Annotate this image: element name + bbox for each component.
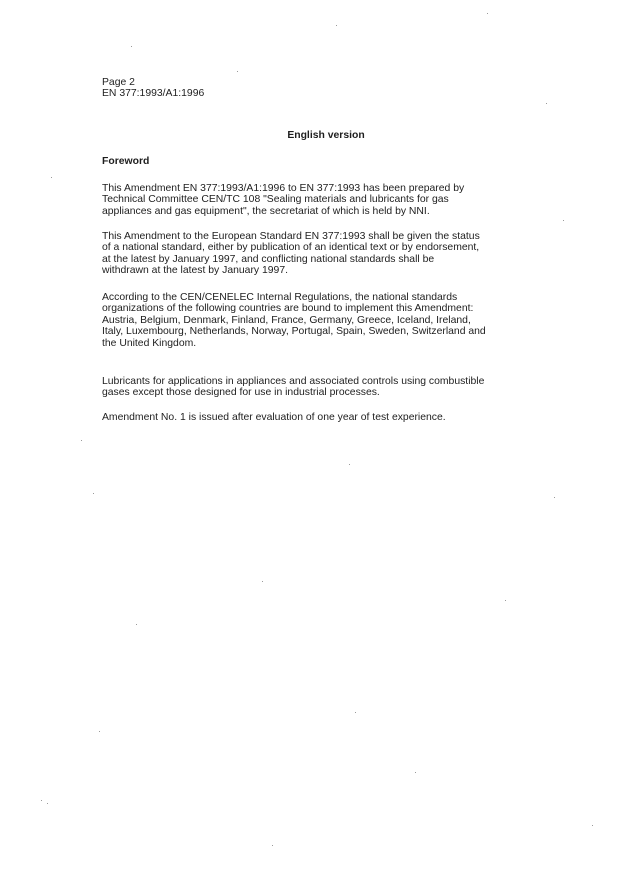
scan-speck (262, 581, 263, 582)
page-number: Page 2 (102, 77, 135, 88)
paragraph-countries (102, 292, 562, 349)
scan-speck (47, 803, 48, 804)
paragraph-line: of a national standard, either by publication of an identical text or by endorsement, (102, 242, 480, 254)
scan-speck (415, 772, 416, 773)
paragraph-preparation (102, 183, 562, 217)
scan-speck (349, 464, 350, 465)
scan-speck (336, 25, 337, 26)
scan-speck (487, 13, 488, 14)
paragraph-line: at the latest by January 1997, and conflicting national standards shall be (102, 253, 435, 265)
paragraph-line: This Amendment to the European Standard EN 377:1993 shall be given the status (102, 231, 480, 242)
scan-speck (546, 103, 547, 104)
document-reference: EN 377:1993/A1:1996 (102, 88, 205, 100)
scan-speck (272, 845, 273, 846)
scan-speck (81, 440, 82, 441)
paragraph-line: According to the CEN/CENELEC Internal Regulations, the national standards (102, 292, 458, 303)
paragraph-line: organizations of the following countries are bound to implement this Amendment: (102, 303, 474, 315)
section-heading: Foreword (102, 156, 150, 167)
paragraph-amendment-note (102, 412, 562, 423)
paragraph-line: Technical Committee CEN/TC 108 "Sealing materials and lubricants for gas (102, 194, 449, 206)
paragraph-line: This Amendment EN 377:1993/A1:1996 to EN 377:1993 has been prepared by (102, 183, 465, 194)
scan-speck (592, 825, 593, 826)
scan-speck (131, 46, 132, 47)
scan-speck (51, 177, 52, 178)
scan-speck (99, 731, 100, 732)
scan-speck (237, 71, 238, 72)
paragraph-scope (102, 376, 562, 399)
paragraph-line: Amendment No. 1 is issued after evaluation of one year of test experience. (102, 412, 446, 423)
scan-speck (136, 624, 137, 625)
version-title: English version (287, 130, 365, 141)
scan-speck (93, 493, 94, 494)
paragraph-line: withdrawn at the latest by January 1997. (102, 265, 288, 277)
scan-speck (554, 497, 555, 498)
paragraph-line: Lubricants for applications in appliances and associated controls using combustible (102, 376, 485, 387)
scan-speck (505, 600, 506, 601)
paragraph-line: Italy, Luxembourg, Netherlands, Norway, Portugal, Spain, Sweden, Switzerland and (102, 326, 486, 338)
paragraph-line: the United Kingdom. (102, 337, 197, 349)
paragraph-line: appliances and gas equipment", the secretariat of which is held by NNI. (102, 205, 430, 217)
scan-speck (563, 220, 564, 221)
page-header (102, 77, 402, 100)
scan-speck (41, 800, 42, 801)
paragraph-line: gases except those designed for use in industrial processes. (102, 387, 380, 399)
scan-speck (355, 712, 356, 713)
paragraph-status (102, 231, 562, 277)
paragraph-line: Austria, Belgium, Denmark, Finland, France, Germany, Greece, Iceland, Ireland, (102, 314, 471, 326)
